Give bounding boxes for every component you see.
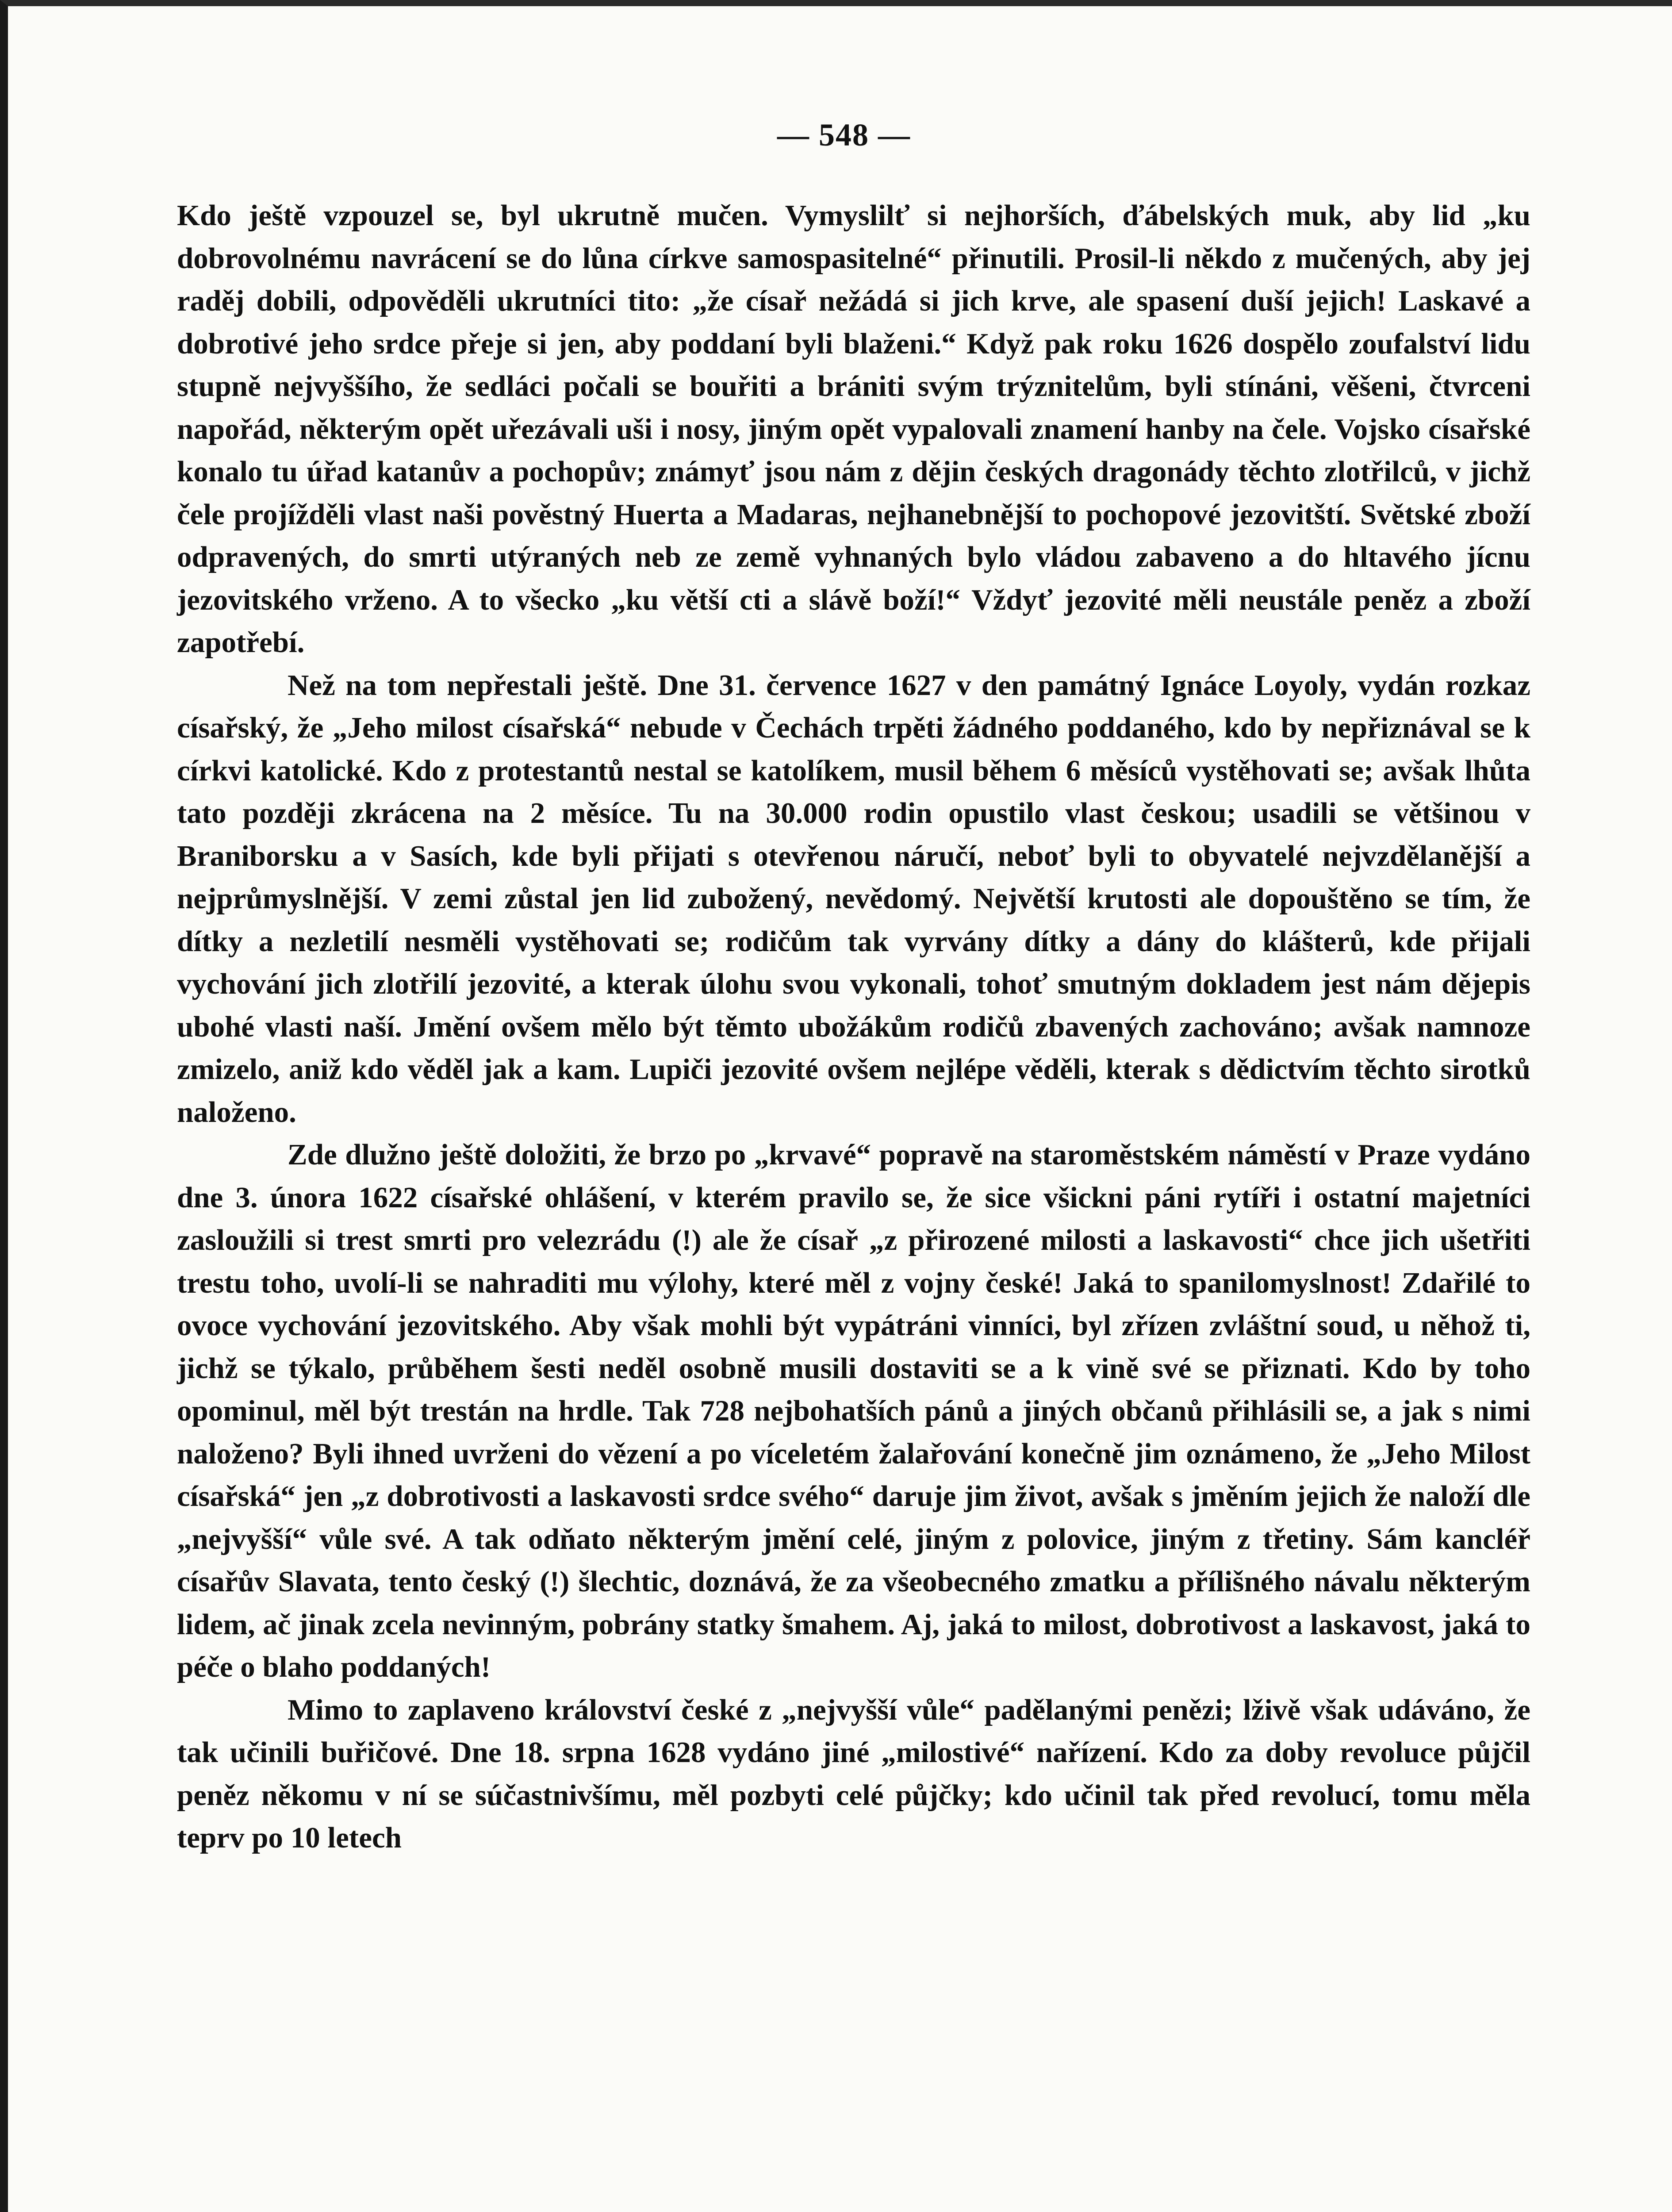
paragraph-4: Mimo to zaplaveno království české z „nejvyšší vůle“ padělanými penězi; lživě však udáváno, že tak učinili buřičové. Dne 18. srpna 1628 vydáno jiné „milostivé“ nařízení. Kdo za doby revoluce půjčil peněz někomu v ní se súčastnivšímu, měl pozbyti celé půjčky; kdo učinil tak před revolucí, tomu měla teprv po 10 letech [177, 1693, 1530, 1854]
paragraph-2: Než na tom nepřestali ještě. Dne 31. července 1627 v den památný Ignáce Loyoly, vydán rozkaz císařský, že „Jeho milost císařská“ nebude v Čechách trpěti žádného poddaného, kdo by nepřiznával se k církvi katolické. Kdo z protestantů nestal se katolíkem, musil během 6 měsíců vystěhovati se; avšak lhůta tato později zkrácena na 2 měsíce. Tu na 30.000 rodin opustilo vlast českou; usadili se většinou v Braniborsku a v Sasích, kde byli přijati s otevřenou náručí, neboť byli to obyvatelé nejvzdělanější a nejprůmyslnější. V zemi zůstal jen lid zubožený, nevědomý. Největší krutosti ale dopouštěno se tím, že dítky a nezletilí nesměli vystěhovati se; rodičům tak vyrvány dítky a dány do klášterů, kde přijali vychování jich zlotřilí jezovité, a kterak úlohu svou vykonali, tohoť smutným dokladem jest nám dějepis ubohé vlasti naší. Jmění ovšem mělo být těmto ubožákům rodičů zbavených zachováno; avšak namnoze zmizelo, aniž kdo věděl jak a kam. Lupiči jezovité ovšem nejlépe věděli, kterak s dědictvím těchto sirotků naloženo. [177, 668, 1530, 1129]
paragraph-3: Zde dlužno ještě doložiti, že brzo po „krvavé“ popravě na staroměstském náměstí v Praze vydáno dne 3. února 1622 císařské ohlášení, v kterém pravilo se, že sice všickni páni rytíři i ostatní majetníci zasloužili si trest smrti pro velezrádu (!) ale že císař „z přirozené milosti a laskavosti“ chce jich ušetřiti trestu toho, uvolí-li se nahraditi mu výlohy, které měl z vojny české! Jaká to spanilomyslnost! Zdařilé to ovoce vychování jezovitského. Aby však mohli být vypátráni vinníci, byl zřízen zvláštní soud, u něhož ti, jichž se týkalo, průběhem šesti neděl osobně musili dostaviti se a k vině své se přiznati. Kdo by toho opominul, měl být trestán na hrdle. Tak 728 nejbohatších pánů a jiných občanů přihlásili se, a jak s nimi naloženo? Byli ihned uvrženi do vězení a po víceletém žalařování konečně jim oznámeno, že „Jeho Milost císařská“ jen „z dobrotivosti a laskavosti srdce svého“ daruje jim život, avšak s jměním jejich že naloží dle „nejvyšší“ vůle své. A tak odňato některým jmění celé, jiným z polovice, jiným z třetiny. Sám kancléř císařův Slavata, tento český (!) šlechtic, doznává, že za všeobecného zmatku a přílišného návalu některým lidem, ač jinak zcela nevinným, pobrány statky šmahem. Aj, jaká to milost, dobrotivost a laskavost, jaká to péče o blaho poddaných! [177, 1138, 1530, 1683]
body-text [177, 194, 1530, 1859]
paragraph-1: Kdo ještě vzpouzel se, byl ukrutně mučen. Vymyslilť si nejhorších, ďábelských muk, aby lid „ku dobrovolnému navrácení se do lůna církve samospasitelné“ přinutili. Prosil-li někdo z mučených, aby jej raděj dobili, odpověděli ukrutníci tito: „že císař nežádá si jich krve, ale spasení duší jejich! Laskavé a dobrotivé jeho srdce přeje si jen, aby poddaní byli blaženi.“ Když pak roku 1626 dospělo zoufalství lidu stupně nejvyššího, že sedláci počali se bouřiti a brániti svým trýznitelům, byli stínáni, věšeni, čtvrceni napořád, některým opět uřezávali uši i nosy, jiným opět vypalovali znamení hanby na čele. Vojsko císařské konalo tu úřad katanův a pochopův; známyť jsou nám z dějin českých dragonády těchto zlotřilců, v jichž čele projížděli vlast naši pověstný Huerta a Madaras, nejhanebnější to pochopové jezovitští. Světské zboží odpravených, do smrti utýraných neb ze země vyhnaných bylo vládou zabaveno a do hltavého jícnu jezovitského vrženo. A to všecko „ku větší cti a slávě boží!“ Vždyť jezovité měli neustále peněz a zboží zapotřebí. [177, 199, 1530, 659]
page-number: — 548 — [777, 117, 911, 153]
